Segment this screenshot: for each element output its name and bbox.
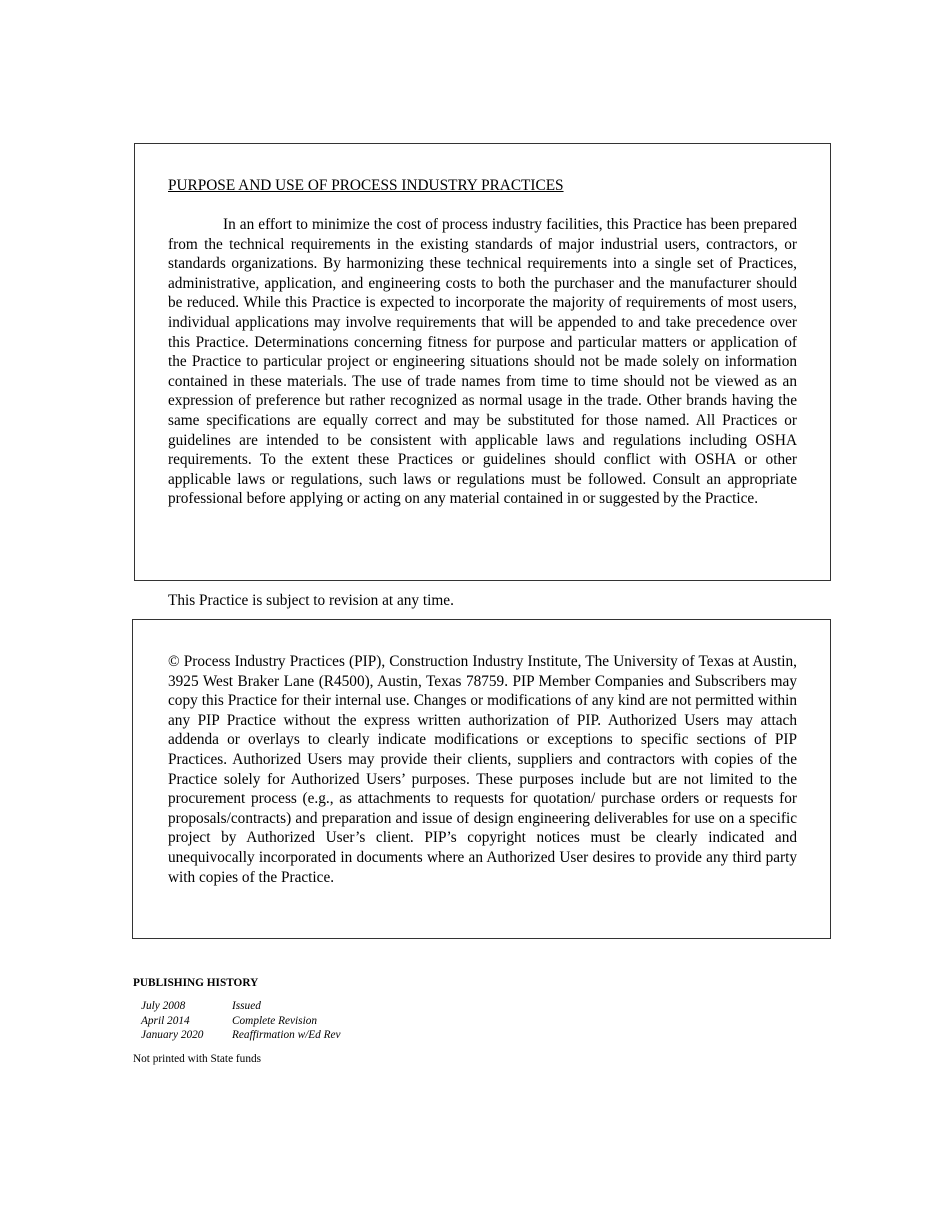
publishing-history-heading: PUBLISHING HISTORY <box>133 977 259 989</box>
history-row <box>141 1014 341 1029</box>
copyright-paragraph: © Process Industry Practices (PIP), Construction Industry Institute, The University of Texas at Austin, 3925 West Braker Lane (R4500), Austin, Texas 78759. PIP Member Companies and Subscribers may copy this Practice for their internal use. Changes or modifications of any kind are not permitted within any PIP Practice without the express written authorization of PIP. Authorized Users may attach addenda or overlays to clearly indicate modifications or exceptions to specific sections of PIP Practices. Authorized Users may provide their clients, suppliers and contractors with copies of the Practice solely for Authorized Users’ purposes. These purposes include but are not limited to the procurement process (e.g., as attachments to requests for quotation/ purchase orders or requests for proposals/contracts) and preparation and issue of design engineering deliverables for use on a specific project by Authorized User’s client. PIP’s copyright notices must be clearly indicated and unequivocally incorporated in documents where an Authorized User desires to provide any third party with copies of the Practice. <box>168 653 797 886</box>
history-row <box>141 1028 341 1043</box>
publishing-history-table <box>141 999 341 1043</box>
state-funds-note: Not printed with State funds <box>133 1053 262 1065</box>
history-row <box>141 999 341 1014</box>
history-status: Issued <box>232 1000 261 1012</box>
purpose-heading: PURPOSE AND USE OF PROCESS INDUSTRY PRACTICES <box>168 177 564 194</box>
revision-note: This Practice is subject to revision at any time. <box>168 592 454 609</box>
history-date: January 2020 <box>141 1029 204 1041</box>
history-date: July 2008 <box>141 1000 186 1012</box>
history-date: April 2014 <box>141 1014 190 1027</box>
history-status: Complete Revision <box>232 1014 318 1027</box>
purpose-paragraph: In an effort to minimize the cost of process industry facilities, this Practice has been prepared from the technical requirements in the existing standards of major industrial users, contractors, or standards organizations. By harmonizing these technical requirements into a single set of Practices, administrative, application, and engineering costs to both the purchaser and the manufacturer should be reduced. While this Practice is expected to incorporate the majority of requirements of most users, individual applications may involve requirements that will be appended to and take precedence over this Practice. Determinations concerning fitness for purpose and particular matters or application of the Practice to particular project or engineering situations should not be made solely on information contained in these materials. The use of trade names from time to time should not be viewed as an expression of preference but rather recognized as normal usage in the trade. Other brands having the same specifications are equally correct and may be substituted for those named. All Practices or guidelines are intended to be consistent with applicable laws and regulations including OSHA requirements. To the extent these Practices or guidelines should conflict with OSHA or other applicable laws or regulations, such laws or regulations must be followed. Consult an appropriate professional before applying or acting on any material contained in or suggested by the Practice. <box>168 216 797 508</box>
history-status: Reaffirmation w/Ed Rev <box>232 1029 341 1041</box>
